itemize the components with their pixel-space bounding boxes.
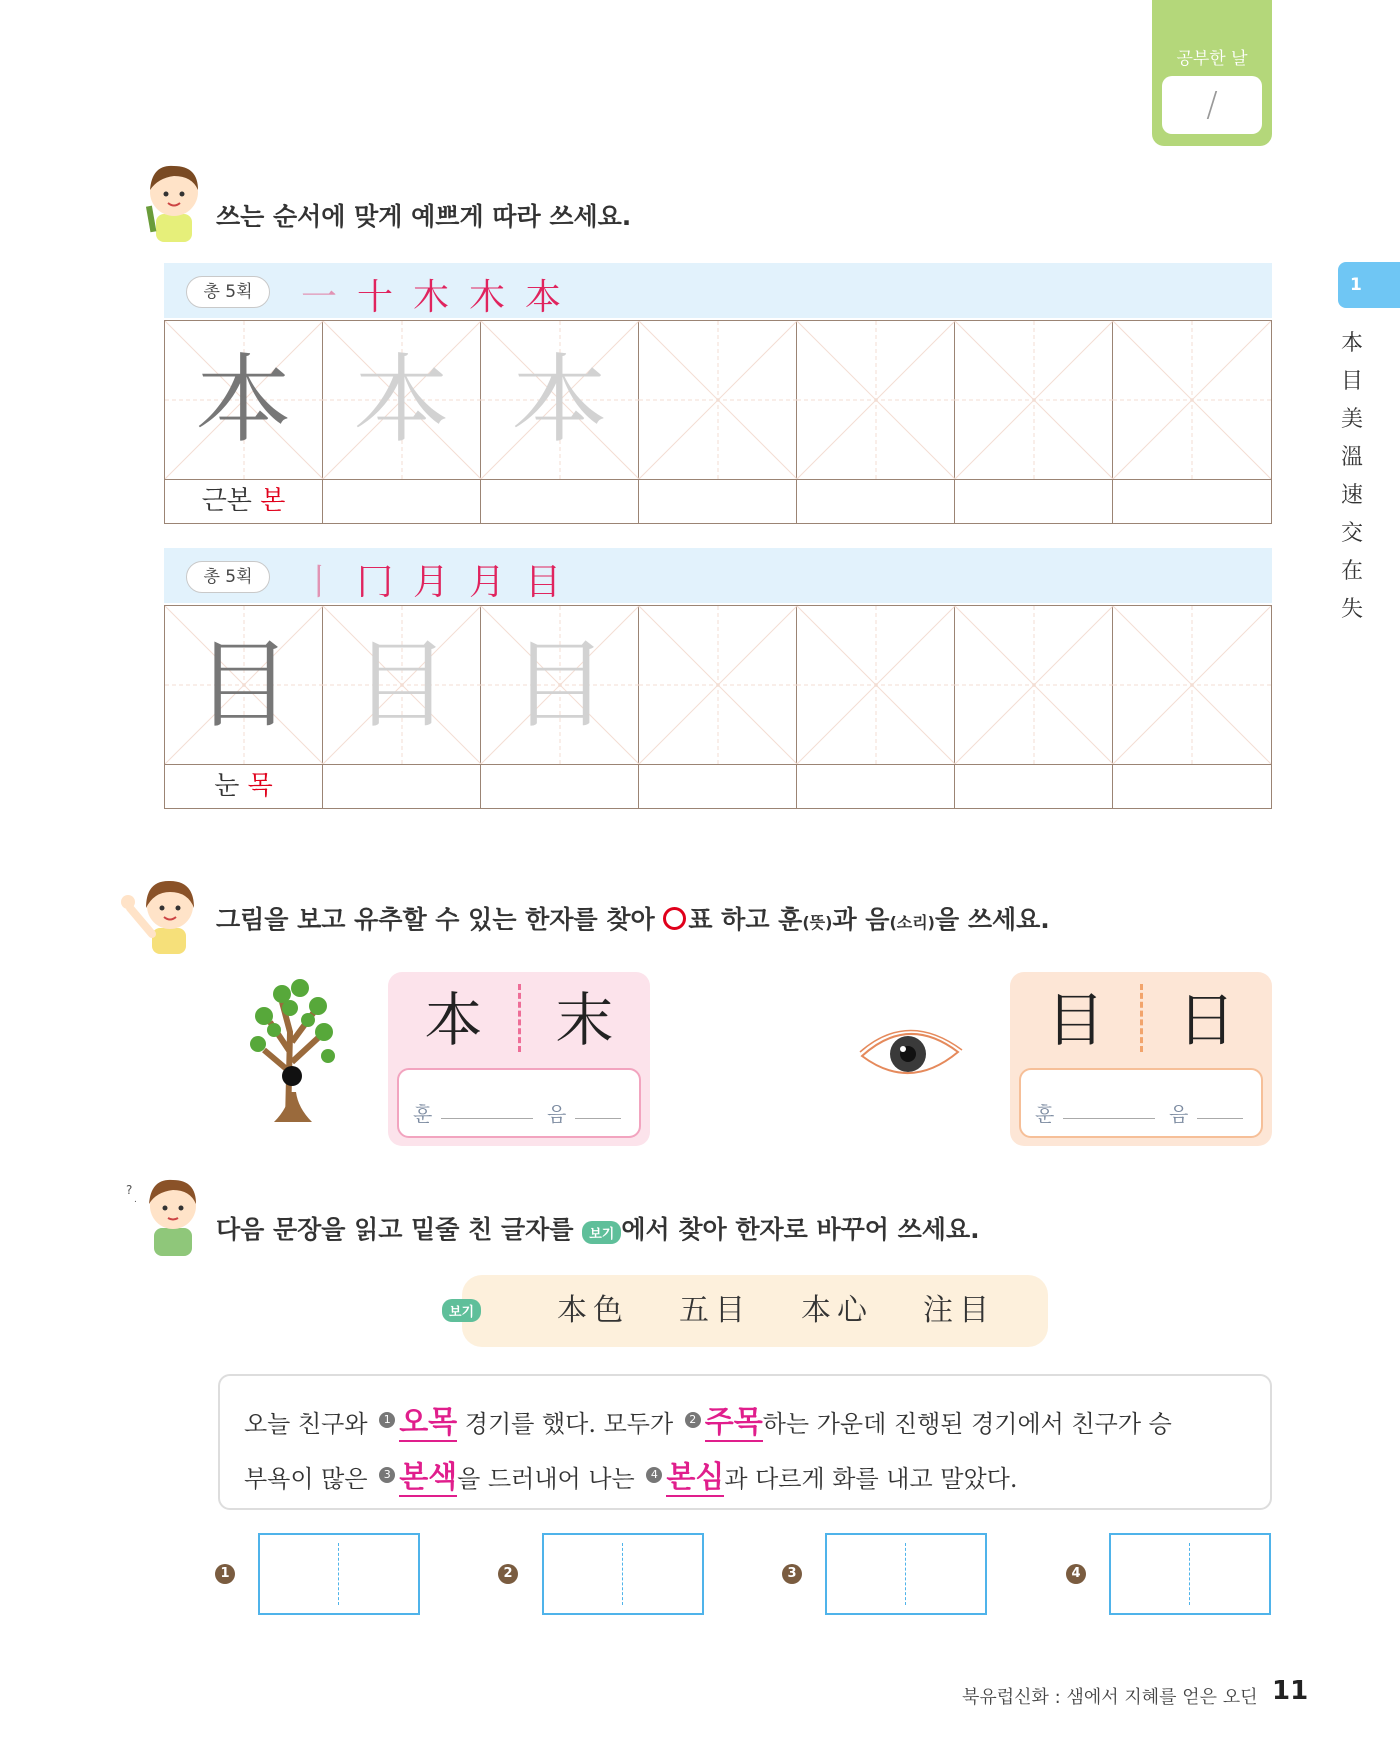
bogi-word: 注目 [923, 1293, 995, 1328]
cell-writing-area[interactable] [639, 321, 796, 480]
svg-text:.: . [134, 1195, 137, 1205]
cell-reading-area[interactable] [639, 765, 796, 808]
marker-number: 2 [685, 1412, 701, 1428]
hanja-choice-card-2 [1010, 972, 1272, 1146]
answer-number: 4 [1066, 1564, 1086, 1584]
trace-character: 目 [353, 629, 450, 741]
eum-blank[interactable] [1197, 1118, 1243, 1119]
stroke-step: 丨 [300, 562, 339, 603]
cell-reading-area[interactable] [955, 765, 1112, 808]
cell-writing-area[interactable] [639, 606, 796, 765]
trace-cell[interactable] [323, 606, 481, 808]
stroke-order-strip-1 [164, 263, 1272, 318]
chapter-char: 速 [1340, 483, 1363, 508]
practice-cell[interactable] [1113, 321, 1271, 523]
footer-title: 북유럽신화 : 샘에서 지혜를 얻은 오딘 [962, 1687, 1258, 1708]
bogi-word: 本色 [557, 1293, 629, 1328]
hun-blank[interactable] [1063, 1118, 1155, 1119]
cell-guide-lines [955, 606, 1113, 764]
bogi-badge: 보기 [442, 1299, 481, 1322]
chapter-char: 本 [1340, 331, 1363, 356]
stroke-order-sequence [292, 554, 572, 605]
eum-text: 목 [247, 771, 273, 801]
chapter-char: 溫 [1340, 445, 1363, 470]
stroke-step: 月 [468, 562, 507, 603]
stroke-order-sequence [292, 269, 572, 320]
trace-character: 本 [353, 344, 450, 456]
underlined-word: 본심 [666, 1460, 725, 1495]
underlined-word: 오목 [399, 1405, 458, 1440]
hun-label: 훈 [413, 1102, 433, 1126]
writing-grid-1 [164, 320, 1272, 524]
bogi-badge: 보기 [582, 1221, 621, 1244]
cell-writing-area[interactable] [323, 606, 480, 765]
stroke-step: 月 [412, 562, 451, 603]
cell-writing-area[interactable] [797, 321, 954, 480]
underlined-word: 본색 [399, 1460, 458, 1495]
practice-cell[interactable] [955, 606, 1113, 808]
cell-writing-area[interactable] [481, 606, 638, 765]
answer-number: 2 [498, 1564, 518, 1584]
cell-reading-area[interactable] [481, 765, 638, 808]
study-date-field[interactable]: / [1162, 76, 1262, 134]
underlined-word: 주목 [704, 1405, 763, 1440]
chapter-number-tab: 1 [1338, 262, 1400, 308]
cell-writing-area [165, 321, 322, 480]
stroke-step: 冂 [356, 562, 395, 603]
trace-cell[interactable] [323, 321, 481, 523]
waving-girl-illustration [112, 872, 204, 954]
hanja-option[interactable]: 末 [555, 986, 614, 1054]
hanja-option[interactable]: 本 [424, 986, 483, 1054]
chapter-char: 目 [1340, 369, 1363, 394]
cell-reading-area[interactable] [323, 765, 480, 808]
cell-reading-area[interactable] [797, 480, 954, 523]
cell-writing-area[interactable] [955, 606, 1112, 765]
hanja-choice-card-1 [388, 972, 650, 1146]
cell-reading-area[interactable] [955, 480, 1112, 523]
model-cell [165, 321, 323, 523]
practice-cell[interactable] [797, 606, 955, 808]
stroke-step: 木 [468, 277, 507, 318]
writing-grid-2 [164, 605, 1272, 809]
cell-reading-area [165, 480, 322, 523]
stroke-step: 目 [524, 562, 563, 603]
cell-reading-area[interactable] [797, 765, 954, 808]
svg-text:?: ? [126, 1183, 133, 1197]
trace-cell[interactable] [481, 606, 639, 808]
boy-holding-pencil-illustration [140, 158, 206, 242]
stroke-step: 十 [356, 277, 395, 318]
chapter-char: 美 [1340, 407, 1363, 432]
cell-reading-area[interactable] [1113, 765, 1271, 808]
eum-label: 음 [1169, 1102, 1189, 1126]
hun-text: 눈 [214, 771, 240, 801]
practice-cell[interactable] [639, 321, 797, 523]
hanja-answer-box-2[interactable] [542, 1533, 704, 1615]
bogi-word-list [557, 1275, 1045, 1347]
model-character: 目 [195, 629, 292, 741]
trace-cell[interactable] [481, 321, 639, 523]
cell-guide-lines [639, 321, 797, 479]
bogi-word: 本心 [801, 1293, 873, 1328]
marker-number: 3 [379, 1467, 395, 1483]
eum-label: 음 [547, 1102, 567, 1126]
eye-illustration [858, 1022, 964, 1086]
hanja-answer-box-3[interactable] [825, 1533, 987, 1615]
marker-number: 1 [379, 1412, 395, 1428]
circle-mark-icon [663, 907, 686, 930]
model-character: 本 [195, 344, 292, 456]
card-divider [518, 984, 521, 1052]
model-cell [165, 606, 323, 808]
stroke-count-badge: 총 5획 [186, 276, 270, 308]
marker-number: 4 [646, 1467, 662, 1483]
hanja-option[interactable]: 日 [1177, 986, 1236, 1054]
cell-guide-lines [1113, 606, 1271, 764]
cell-reading-area[interactable] [481, 480, 638, 523]
cell-guide-lines [797, 606, 955, 764]
cell-writing-area[interactable] [955, 321, 1112, 480]
cell-writing-area[interactable] [323, 321, 480, 480]
hanja-option[interactable]: 目 [1046, 986, 1105, 1054]
practice-cell[interactable] [955, 321, 1113, 523]
hanja-answer-box-1[interactable] [258, 1533, 420, 1615]
cell-guide-lines [1113, 321, 1271, 479]
trace-character: 本 [511, 344, 608, 456]
bogi-word-bank [449, 1275, 1048, 1347]
stroke-step: 木 [412, 277, 451, 318]
bogi-word: 五目 [679, 1293, 751, 1328]
stroke-step: 一 [300, 277, 339, 318]
cell-writing-area [165, 606, 322, 765]
cell-writing-area[interactable] [797, 606, 954, 765]
stroke-order-strip-2 [164, 548, 1272, 603]
trace-character: 目 [511, 629, 608, 741]
cell-reading-area[interactable] [323, 480, 480, 523]
hun-label: 훈 [1035, 1102, 1055, 1126]
reading-passage: 오늘 친구와 1 오목 경기를 했다. 모두가 2 주목하는 가운데 진행된 경기에서 친구가 승 부욕이 많은 3 본색을 드러내어 나는 4 본심과 다르게 화를 내고 말았다. [218, 1374, 1272, 1510]
practice-cell[interactable] [1113, 606, 1271, 808]
hun-eum-answer-field[interactable] [1019, 1068, 1263, 1138]
cell-writing-area[interactable] [1113, 321, 1271, 480]
thinking-boy-illustration [124, 1172, 208, 1256]
hanja-answer-box-4[interactable] [1109, 1533, 1271, 1615]
card-divider [1140, 984, 1143, 1052]
eum-blank[interactable] [575, 1118, 621, 1119]
answer-number: 3 [782, 1564, 802, 1584]
cell-guide-lines [639, 606, 797, 764]
stroke-step: 本 [524, 277, 563, 318]
cell-guide-lines [955, 321, 1113, 479]
cell-guide-lines [797, 321, 955, 479]
hun-text: 근본 [201, 486, 252, 516]
stroke-count-badge: 총 5획 [186, 561, 270, 593]
section2-instruction: 그림을 보고 유추할 수 있는 한자를 찾아 표 하고 훈(뜻)과 음(소리)을 쓰세요. [216, 905, 1050, 934]
answer-number: 1 [215, 1564, 235, 1584]
chapter-char-list [1338, 326, 1366, 630]
chapter-char: 在 [1340, 559, 1363, 584]
cell-writing-area[interactable] [481, 321, 638, 480]
practice-cell[interactable] [639, 606, 797, 808]
hun-blank[interactable] [441, 1118, 533, 1119]
cell-reading-area[interactable] [639, 480, 796, 523]
study-date-label: 공부한 날 [1176, 49, 1248, 69]
section1-instruction: 쓰는 순서에 맞게 예쁘게 따라 쓰세요. [216, 202, 632, 231]
cell-reading-area [165, 765, 322, 808]
cell-writing-area[interactable] [1113, 606, 1271, 765]
chapter-char: 交 [1340, 521, 1363, 546]
tree-illustration [244, 972, 340, 1122]
cell-reading-area[interactable] [1113, 480, 1271, 523]
hun-eum-answer-field[interactable] [397, 1068, 641, 1138]
study-date-tab [1152, 0, 1272, 146]
eum-text: 본 [260, 486, 286, 516]
chapter-char: 失 [1340, 597, 1363, 622]
section3-instruction: 다음 문장을 읽고 밑줄 친 글자를 보기 에서 찾아 한자로 바꾸어 쓰세요. [216, 1215, 980, 1244]
page-number: 11 [1272, 1676, 1309, 1706]
practice-cell[interactable] [797, 321, 955, 523]
